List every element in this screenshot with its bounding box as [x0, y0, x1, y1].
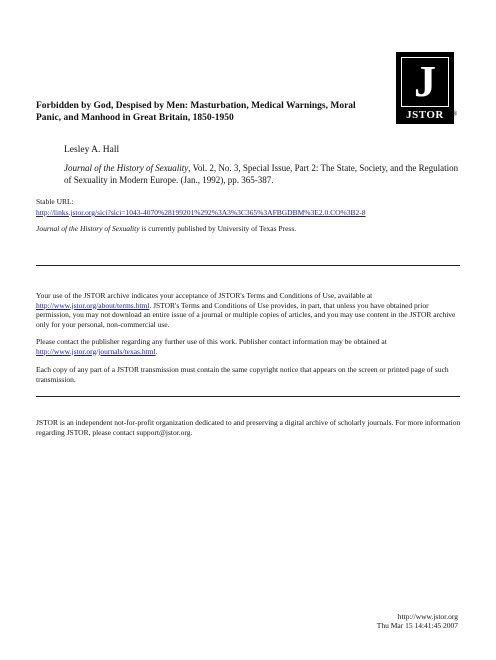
copyright-paragraph: Each copy of any part of a JSTOR transmission must contain the same copyright notice that appears on the screen or printed page of such transmission. [36, 365, 449, 384]
citation [64, 162, 464, 186]
about-jstor-paragraph: JSTOR is an independent not-for-profit organization dedicated to and preserving a digital archive of scholarly journals. For more information regarding JSTOR, please contact support@jstor.org. [36, 418, 461, 437]
author-name: Lesley A. Hall [64, 145, 120, 155]
footer-site: http://www.jstor.org [397, 612, 458, 621]
jstor-logo-wordmark: JSTOR [406, 109, 444, 121]
publisher-contact-paragraph [36, 337, 462, 356]
terms-text-a: Your use of the JSTOR archive indicates your acceptance of JSTOR's Terms and Conditions of Use, available at [36, 291, 373, 300]
terms-paragraph [36, 291, 462, 329]
stable-url-label: Stable URL: [36, 197, 74, 206]
publisher-note [36, 224, 296, 234]
citation-journal: Journal of the History of Sexuality [64, 163, 189, 173]
terms-text-b: . JSTOR's Terms and Conditions of Use provides, in part, that unless you have obtained prior permission, you may not download an entire issue of a journal or multiple copies of articles, and you may use content in the JSTOR archive only for your personal, non-commercial use. [36, 300, 456, 329]
article-title: Forbidden by God, Despised by Men: Masturbation, Medical Warnings, Moral Panic, and Manhood in Great Britain, 1850-1950 [36, 101, 356, 123]
publisher-contact-text: Please contact the publisher regarding any further use of this work. Publisher contact information may be obtained at [36, 337, 387, 346]
terms-link[interactable]: http://www.jstor.org/about/terms.html [36, 300, 150, 310]
publisher-journal: Journal of the History of Sexuality [36, 224, 140, 233]
stable-url-link[interactable]: http://links.jstor.org/sici?sici=1043-4070%28199201%292%3A3%3C365%3AFBGDBM%3E2.0.CO%3B2-8 [36, 208, 366, 217]
jstor-logo-emblem [401, 57, 449, 107]
divider-bottom [36, 396, 460, 397]
divider-top [36, 265, 460, 266]
registered-mark: ® [452, 110, 458, 118]
publisher-text: is currently published by University of Texas Press. [139, 224, 297, 233]
footer-timestamp: Thu Mar 15 14:41:45 2007 [376, 621, 458, 630]
publisher-contact-link[interactable]: http://www.jstor.org/journals/texas.html [36, 346, 156, 356]
citation-details: , Vol. 2, No. 3, Special Issue, Part 2: The State, Society, and the Regulation of Sexuality in Modern Europe. (Jan., 1992), pp. 365-387. [64, 163, 459, 185]
jstor-logo [396, 52, 454, 124]
jstor-logo-letter: J [414, 57, 436, 106]
publisher-contact-period: . [155, 346, 158, 356]
